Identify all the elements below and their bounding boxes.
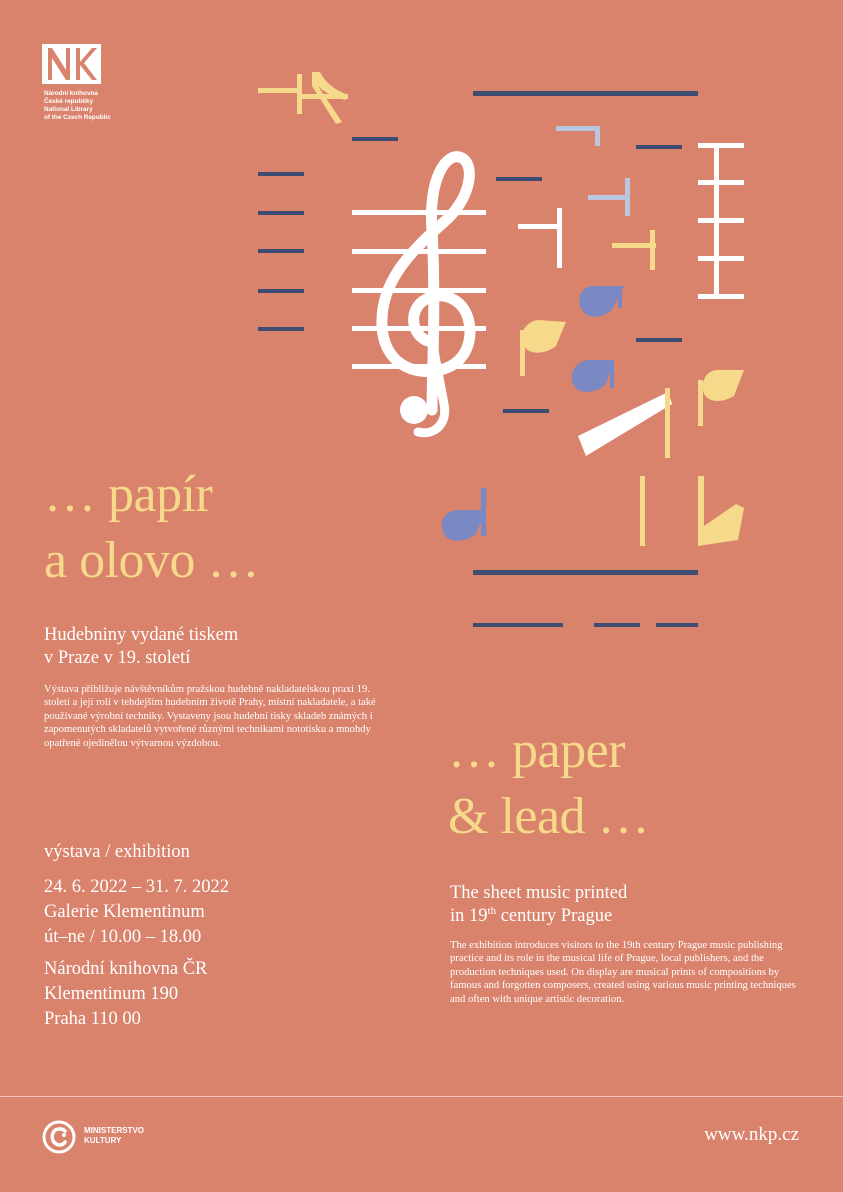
description-czech: Výstava přibližuje návštěvníkům pražskou hudebně nakladatelskou praxi 19. století a její roli v tehdejším hudebním životě Prahy, místní nakladatele, a také používané výrobní techniky. Vystaveny jsou hudební tisky skladeb známých i zapomenutých skladatelů vytvořené různými technikami nototisku a mnohdy opatřené ojedinělou výtvarnou výzdobou. bbox=[44, 684, 376, 749]
ministry-of-culture-logo-icon bbox=[42, 1120, 76, 1154]
rest-icons bbox=[556, 126, 630, 216]
title-english-line: … paper bbox=[448, 722, 625, 779]
address-block bbox=[44, 957, 207, 1032]
description-english: The exhibition introduces visitors to the 19th century Prague music publishing practice and its role in the musical life of Prague, local publishers, and the production techniques used. On display are musical prints of compositions by famous and forgotten composers, created using various music printing techniques and often with unique artistic decoration. bbox=[450, 940, 796, 1005]
opening-hours-line: út–ne / 10.00 – 18.00 bbox=[44, 927, 202, 947]
subtitle-english-line bbox=[450, 905, 627, 928]
institution-name-line: České republiky bbox=[44, 98, 94, 105]
institution-name-line: Národní knihovna bbox=[44, 90, 98, 97]
ministry-name-line: KULTURY bbox=[84, 1135, 122, 1145]
white-rest-icons bbox=[518, 143, 744, 456]
title-english bbox=[448, 718, 649, 850]
address-line: Klementinum 190 bbox=[44, 984, 179, 1004]
subtitle-czech-line: Hudebniny vydané tiskem bbox=[44, 625, 239, 645]
venue-line: Galerie Klementinum bbox=[44, 902, 205, 922]
subtitle-text: in 19 bbox=[450, 906, 488, 926]
staff-lines-left bbox=[258, 137, 398, 331]
ordinal-suffix: th bbox=[487, 904, 497, 917]
address-line: Národní knihovna ČR bbox=[44, 959, 208, 979]
footer-divider bbox=[0, 1096, 843, 1097]
title-english-line: & lead … bbox=[448, 788, 650, 845]
ministry-name-line: MINISTERSTVO bbox=[84, 1126, 145, 1135]
institution-name-line: of the Czech Republic bbox=[44, 114, 111, 121]
eighth-flag-icon bbox=[258, 72, 348, 124]
subtitle-czech-line: v Praze v 19. století bbox=[44, 648, 191, 668]
treble-clef-icon bbox=[382, 157, 470, 433]
exhibition-label: výstava / exhibition bbox=[44, 842, 190, 862]
website-link[interactable]: www.nkp.cz bbox=[704, 1124, 799, 1145]
title-czech-line: a olovo … bbox=[44, 532, 260, 589]
subtitle-czech bbox=[44, 624, 238, 670]
subtitle-english-line: The sheet music printed bbox=[450, 883, 628, 903]
dates-line: 24. 6. 2022 – 31. 7. 2022 bbox=[44, 877, 229, 897]
staff-lines-top bbox=[473, 91, 698, 627]
title-czech-line: … papír bbox=[44, 466, 213, 523]
title-czech bbox=[44, 462, 259, 594]
address-line: Praha 110 00 bbox=[44, 1009, 141, 1029]
subtitle-english bbox=[450, 882, 627, 928]
exhibition-dates bbox=[44, 875, 229, 950]
institution-name-line: National Library bbox=[44, 106, 93, 113]
ministry-name bbox=[84, 1126, 144, 1145]
subtitle-text: century Prague bbox=[496, 906, 613, 926]
